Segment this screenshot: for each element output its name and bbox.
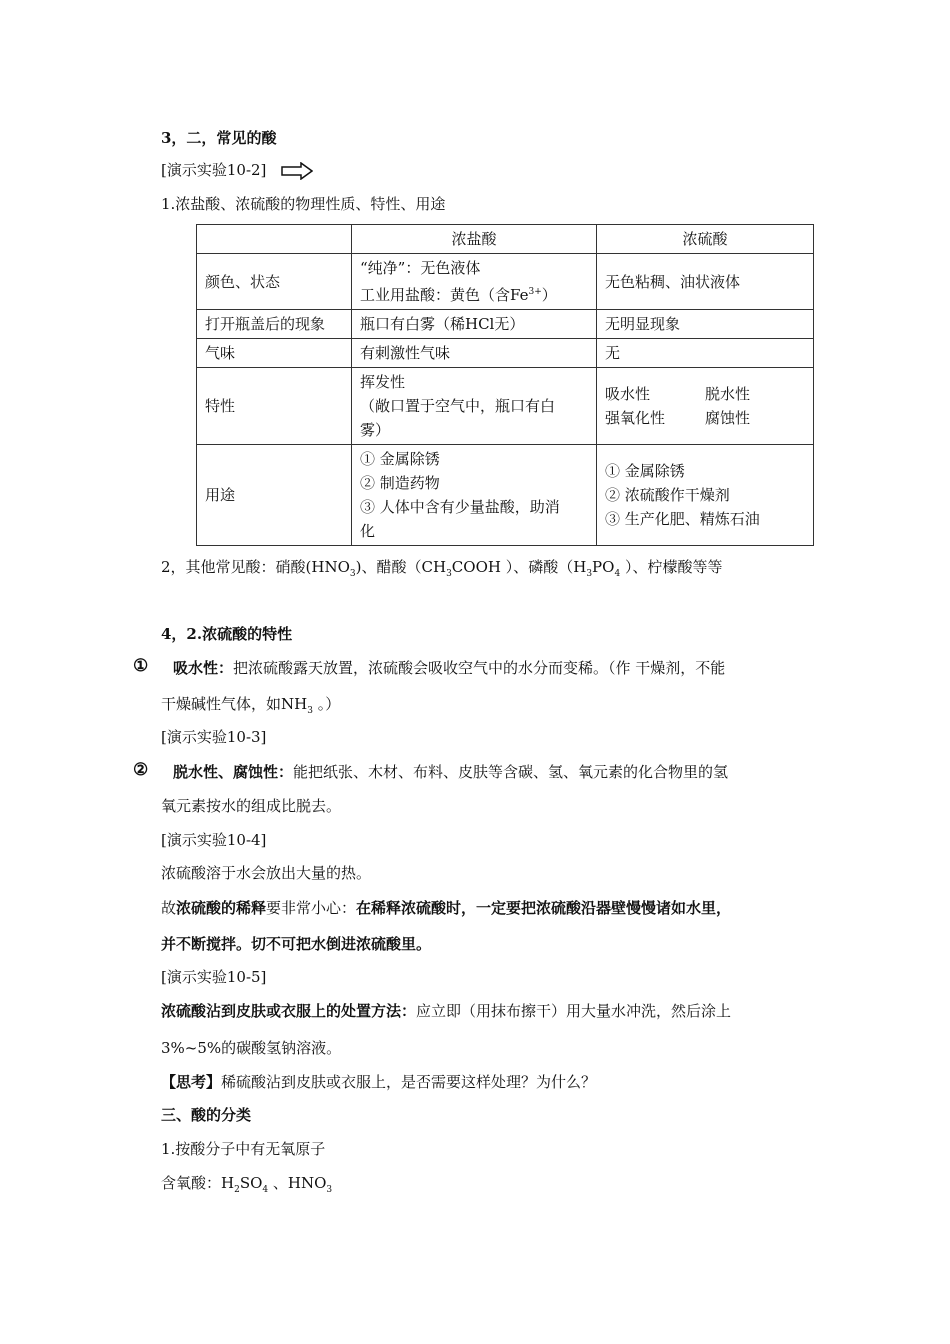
table-row xyxy=(197,339,814,368)
cell-h2so4-smell: 无 xyxy=(597,339,814,368)
text: 、HNO xyxy=(268,1174,327,1192)
text: 应立即（用抹布擦干）用大量水冲洗，然后涂上 xyxy=(416,1002,732,1020)
cell-hcl-usage xyxy=(352,445,597,546)
subscript: 3 xyxy=(326,1185,333,1195)
text: 稀硫酸沾到皮肤或衣服上，是否需要这样处理？为什么？ xyxy=(221,1073,597,1091)
other-acids-line xyxy=(161,557,722,584)
row-label-color-state: 颜色、状态 xyxy=(197,254,352,310)
table-row xyxy=(197,310,814,339)
property-item: 强氧化性 xyxy=(605,409,666,427)
section-title-common-acids: 3，二，常见的酸 xyxy=(161,129,277,147)
row-label-property: 特性 xyxy=(197,368,352,445)
subscript: 3 xyxy=(307,706,313,716)
right-arrow-icon xyxy=(281,162,313,180)
cell-text: ） xyxy=(541,286,557,304)
property-pair xyxy=(605,382,805,406)
header-cell-hcl: 浓盐酸 xyxy=(352,225,597,254)
text: COOH ）、磷酸（H xyxy=(451,558,587,576)
treatment-line2: 3%~5%的碳酸氢钠溶液。 xyxy=(161,1039,342,1057)
think-question xyxy=(161,1072,596,1092)
section-title-acid-classification: 三、酸的分类 xyxy=(161,1106,252,1124)
dilution-line1 xyxy=(161,898,731,918)
cell-text: 工业用盐酸：黄色（含Fe xyxy=(360,286,529,304)
cell-line: 雾） xyxy=(360,421,391,439)
item-text: 干燥碱性气体，如NH xyxy=(161,695,308,713)
cell-hcl-open: 瓶口有白雾（稀HCl无） xyxy=(352,310,597,339)
item-number-1: ① xyxy=(133,656,149,676)
cell-line: ③ 生产化肥、精炼石油 xyxy=(605,510,760,528)
cell-hcl-smell: 有刺激性气味 xyxy=(352,339,597,368)
cell-line: 化 xyxy=(360,522,376,540)
item-text: 把浓硫酸露天放置，浓硫酸会吸收空气中的水分而变稀。（作 干燥剂，不能 xyxy=(233,659,726,677)
table-row xyxy=(197,368,814,445)
property-pair xyxy=(605,406,805,430)
subscript: 4 xyxy=(262,1185,269,1195)
cell-h2so4-usage xyxy=(597,445,814,546)
item-text: 。） xyxy=(312,695,341,713)
subscript: 3 xyxy=(349,569,356,579)
classification-item-1: 1.按酸分子中有无氧原子 xyxy=(161,1140,326,1158)
acid-properties-table xyxy=(196,224,814,546)
cell-hcl-property xyxy=(352,368,597,445)
text: 含氧酸：H xyxy=(161,1174,235,1192)
property-item: 吸水性 xyxy=(605,385,651,403)
item-number-2: ② xyxy=(133,760,149,780)
subscript: 4 xyxy=(614,569,621,579)
cell-line: （敞口置于空气中，瓶口有白 xyxy=(360,397,556,415)
think-label: 【思考】 xyxy=(161,1073,222,1091)
item-heading: 吸水性： xyxy=(173,659,234,677)
bold-text: 浓硫酸沾到皮肤或衣服上的处置方法： xyxy=(161,1002,417,1020)
cell-h2so4-color: 无色粘稠、油状液体 xyxy=(597,254,814,310)
text: )、醋酸（CH xyxy=(355,558,447,576)
heat-statement: 浓硫酸溶于水会放出大量的热。 xyxy=(161,864,372,882)
row-label-usage: 用途 xyxy=(197,445,352,546)
table-row xyxy=(197,445,814,546)
cell-line: ① 金属除锈 xyxy=(360,450,440,468)
header-cell-h2so4: 浓硫酸 xyxy=(597,225,814,254)
cell-line: ③ 人体中含有少量盐酸，助消 xyxy=(360,498,560,516)
cell-line: 挥发性 xyxy=(360,373,406,391)
subscript: 3 xyxy=(586,569,593,579)
table-intro: 1.浓盐酸、浓硫酸的物理性质、特性、用途 xyxy=(161,195,446,213)
section-title-h2so4-properties: 4，2.浓硫酸的特性 xyxy=(161,625,293,643)
cell-line: “纯净”：无色液体 xyxy=(360,259,481,277)
text: 2，其他常见酸：硝酸(HNO xyxy=(161,558,350,576)
cell-h2so4-open: 无明显现象 xyxy=(597,310,814,339)
table-row xyxy=(197,254,814,310)
text: 故 xyxy=(161,899,177,917)
cell-h2so4-property xyxy=(597,368,814,445)
item2-line1 xyxy=(173,762,728,782)
cell-line: ② 浓硫酸作干燥剂 xyxy=(605,486,730,504)
superscript-charge: 3+ xyxy=(528,287,542,297)
cell-line: ① 金属除锈 xyxy=(605,462,685,480)
bold-text: 浓硫酸的稀释 xyxy=(176,899,267,917)
cell-line xyxy=(360,280,588,307)
subscript: 2 xyxy=(234,1185,240,1195)
text: PO xyxy=(592,558,615,576)
property-item: 腐蚀性 xyxy=(705,409,751,427)
demo-experiment-10-3: [演示实验10-3] xyxy=(161,728,267,746)
item-heading: 脱水性、腐蚀性： xyxy=(173,763,294,781)
treatment-line1 xyxy=(161,1001,731,1021)
item2-line2: 氧元素按水的组成比脱去。 xyxy=(161,797,342,815)
table-header-row xyxy=(197,225,814,254)
cell-line: ② 制造药物 xyxy=(360,474,440,492)
demo-experiment-10-5: [演示实验10-5] xyxy=(161,968,267,986)
bold-text: 在稀释浓硫酸时，一定要把浓硫酸沿器壁慢慢诸如水里， xyxy=(356,899,732,917)
demo-experiment-10-4: [演示实验10-4] xyxy=(161,831,267,849)
header-cell-empty xyxy=(197,225,352,254)
dilution-line2: 并不断搅拌。切不可把水倒进浓硫酸里。 xyxy=(161,935,432,953)
cell-hcl-color xyxy=(352,254,597,310)
text: SO xyxy=(239,1174,263,1192)
oxyacids-line xyxy=(161,1173,332,1200)
item-text: 能把纸张、木材、布料、皮肤等含碳、氢、氧元素的化合物里的氢 xyxy=(293,763,729,781)
property-item: 脱水性 xyxy=(705,385,751,403)
demo-label: [演示实验10-2] xyxy=(161,161,267,179)
text: 要非常小心： xyxy=(266,899,357,917)
demo-experiment-10-2 xyxy=(161,160,313,180)
item1-line2 xyxy=(161,694,340,721)
row-label-open-bottle: 打开瓶盖后的现象 xyxy=(197,310,352,339)
text: ）、柠檬酸等等 xyxy=(620,558,723,576)
row-label-smell: 气味 xyxy=(197,339,352,368)
item1-line1 xyxy=(173,658,725,678)
subscript: 3 xyxy=(446,569,452,579)
